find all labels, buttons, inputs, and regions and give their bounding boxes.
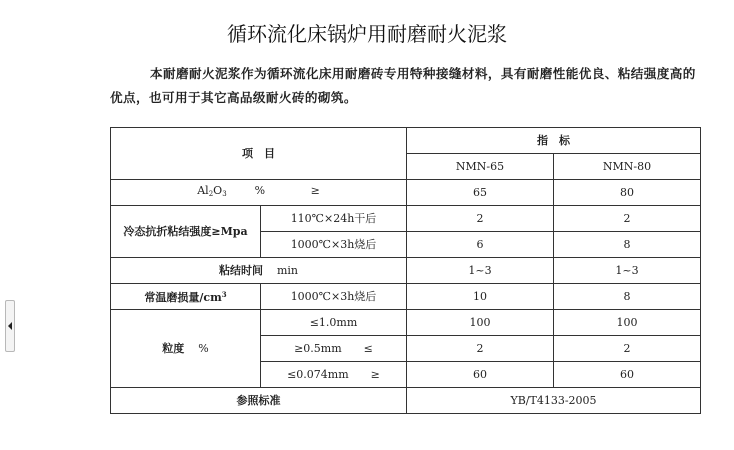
granularity-cond-3: ≤0.074mm ≥ (261, 362, 407, 388)
granularity-cond-1: ≤1.0mm (261, 310, 407, 336)
header-indicator-cell: 指 标 (407, 128, 701, 154)
side-collapse-tab[interactable] (5, 300, 15, 352)
wear-b: 8 (554, 284, 701, 310)
strength-a-2: 6 (407, 232, 554, 258)
bond-time-label-cell: 粘结时间 min (111, 258, 407, 284)
caret-left-icon (8, 322, 12, 330)
table-row (111, 284, 701, 310)
granularity-b-1: 100 (554, 310, 701, 336)
granularity-a-1: 100 (407, 310, 554, 336)
al2o3-b: 80 (554, 180, 701, 206)
table-row (111, 310, 701, 336)
granularity-a-2: 2 (407, 336, 554, 362)
strength-label-cell: 冷态抗折粘结强度≥Mpa (111, 206, 261, 258)
table-header-row (111, 128, 701, 154)
strength-cond-2: 1000℃×3h烧后 (261, 232, 407, 258)
granularity-label-cell: 粒度 % (111, 310, 261, 388)
standard-value-cell: YB/T4133-2005 (407, 388, 701, 414)
bond-time-b: 1~3 (554, 258, 701, 284)
header-col-a: NMN-65 (407, 154, 554, 180)
wear-cond: 1000℃×3h烧后 (261, 284, 407, 310)
header-item-cell: 项 目 (111, 128, 407, 180)
granularity-cond-2: ≥0.5mm ≤ (261, 336, 407, 362)
bond-time-a: 1~3 (407, 258, 554, 284)
table-row (111, 388, 701, 414)
table-row (111, 258, 701, 284)
document-title: 循环流化床锅炉用耐磨耐火泥浆 (227, 22, 507, 46)
strength-a-1: 2 (407, 206, 554, 232)
intro-paragraph: 本耐磨耐火泥浆作为循环流化床用耐磨砖专用特种接缝材料，具有耐磨性能优良、粘结强度高的优点，也可用于其它高品级耐火砖的砌筑。 (110, 66, 696, 105)
granularity-b-2: 2 (554, 336, 701, 362)
header-col-b: NMN-80 (554, 154, 701, 180)
al2o3-a: 65 (407, 180, 554, 206)
al2o3-label-cell: $Al_2O_3$ % ≥ (111, 180, 407, 206)
wear-label-cell: 常温磨损量$/cm^3$ (111, 284, 261, 310)
table-row (111, 180, 701, 206)
strength-b-2: 8 (554, 232, 701, 258)
granularity-b-3: 60 (554, 362, 701, 388)
table-row (111, 206, 701, 232)
granularity-a-3: 60 (407, 362, 554, 388)
strength-b-1: 2 (554, 206, 701, 232)
spec-table (110, 127, 701, 414)
standard-label-cell: 参照标准 (111, 388, 407, 414)
wear-a: 10 (407, 284, 554, 310)
strength-cond-1: 110℃×24h干后 (261, 206, 407, 232)
